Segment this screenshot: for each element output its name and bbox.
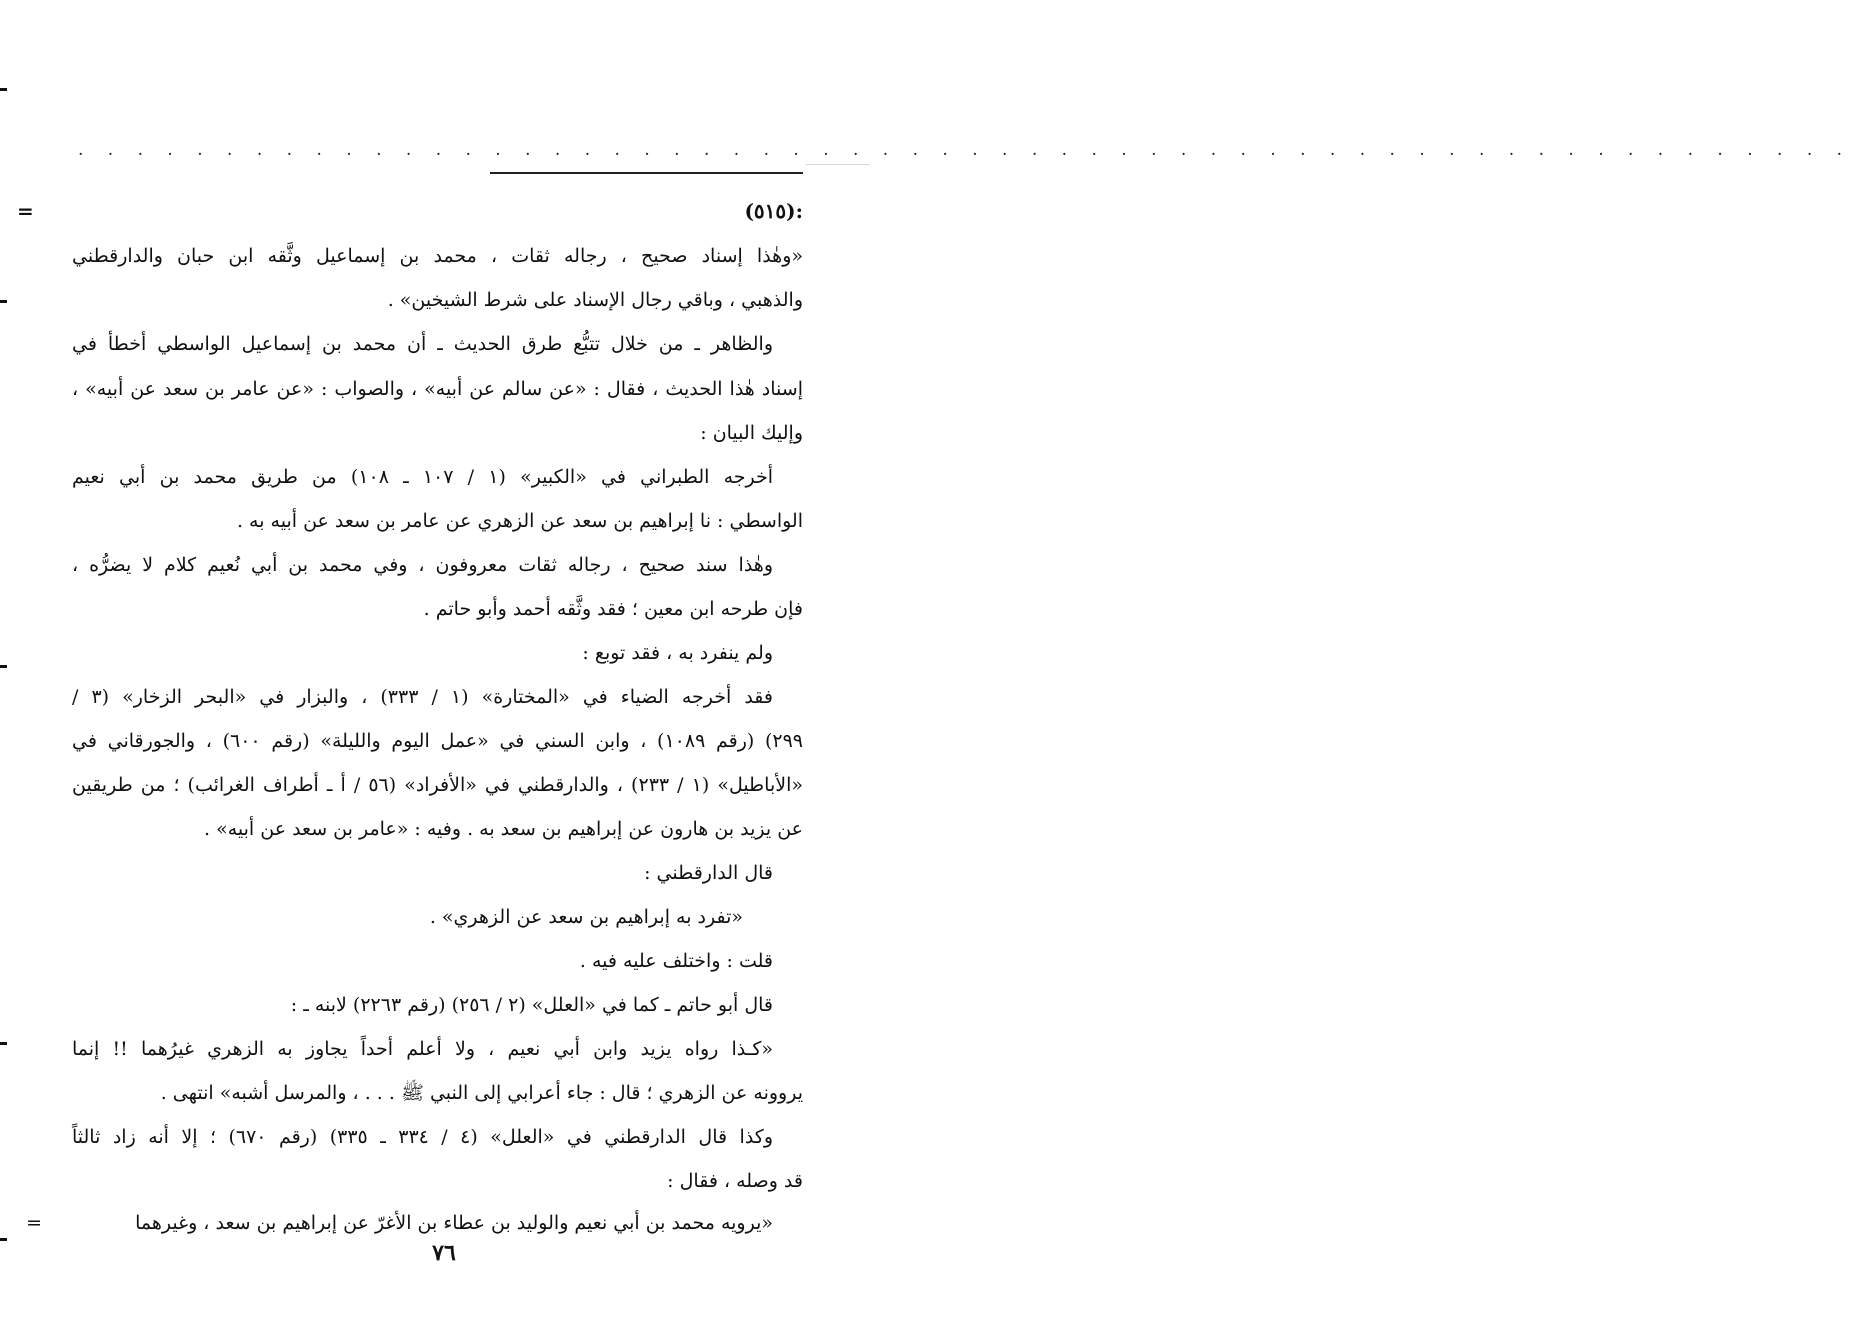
text-line: إسناد هٰذا الحديث ، فقال : «عن سالم عن أبيه» ، والصواب : «عن عامر بن سعد عن أبيه» ، (72, 378, 803, 400)
text-line: قال الدارقطني : (644, 862, 773, 884)
page-number: ٧٦ (432, 1240, 456, 1266)
text-line: أخرجه الطبراني في «الكبير» (١ / ١٠٧ ـ ١٠٨) من طريق محمد بن أبي نعيم (72, 466, 774, 488)
text-line: «تفرد به إبراهيم بن سعد عن الزهري» . (429, 906, 743, 928)
text-line: وهٰذا سند صحيح ، رجاله ثقات معروفون ، وفي محمد بن أبي نُعيم كلام لا يضرُّه ، (72, 554, 773, 576)
text-line: الواسطي : نا إبراهيم بن سعد عن الزهري عن عامر بن سعد عن أبيه به . (236, 510, 803, 532)
text-line: «الأباطيل» (١ / ٢٣٣) ، والدارقطني في «الأفراد» (٥٦ / أ ـ أطراف الغرائب) ؛ من طريقين (72, 774, 803, 796)
footnote-separator (490, 172, 803, 174)
scan-edge-mark (0, 300, 7, 303)
footnote-text (17, 192, 804, 1234)
note-number: :(٥١٥) (744, 199, 803, 223)
footer-continuation (22, 1204, 42, 1242)
text-line: قد وصله ، فقال : (667, 1170, 803, 1192)
text-line: والظاهر ـ من خلال تتبُّع طرق الحديث ـ أن محمد بن إسماعيل الواسطي أخطأ في (72, 333, 773, 355)
text-line: ٢٩٩) (رقم ١٠٨٩) ، وابن السني في «عمل اليوم والليلة» (رقم ٦٠٠) ، والجورقاني في (72, 730, 804, 752)
scan-edge-mark (0, 88, 7, 91)
faint-rule (806, 164, 870, 165)
text-line: قال أبو حاتم ـ كما في «العلل» (٢ / ٢٥٦) (رقم ٢٢٦٣) لابنه ـ : (290, 994, 773, 1016)
text-line: يروونه عن الزهري ؛ قال : جاء أعرابي إلى النبي ﷺ . . . ، والمرسل أشبه» انتهى . (160, 1082, 803, 1104)
text-line: «وهٰذا إسناد صحيح ، رجاله ثقات ، محمد بن إسماعيل وثَّقه ابن حبان والدارقطني (72, 245, 803, 267)
text-line: عن يزيد بن هارون عن إبراهيم بن سعد به . وفيه : «عامر بن سعد عن أبيه» . (204, 818, 803, 840)
text-line: وإليك البيان : (700, 422, 803, 444)
text-line: ولم ينفرد به ، فقد توبع : (582, 642, 773, 664)
continuation-mark: = (17, 199, 34, 223)
text-line: وكذا قال الدارقطني في «العلل» (٤ / ٣٣٤ ـ ٣٣٥) (رقم ٦٧٠) ؛ إلا أنه زاد ثالثاً (72, 1126, 774, 1148)
text-line: «يرويه محمد بن أبي نعيم والوليد بن عطاء بن الأغرّ عن إبراهيم بن سعد ، وغيرهما (135, 1212, 773, 1234)
text-line: والذهبي ، وباقي رجال الإسناد على شرط الشيخين» . (387, 289, 803, 311)
footnote-header (17, 192, 803, 230)
continuation-mark: = (26, 1212, 42, 1234)
scan-edge-mark (0, 1042, 7, 1045)
dotted-divider: . . . . . . . . . . . . . . . . . . . . . . . . . . . . . . . . . . . . . . . . . . . . . . . . . . . . . . . . . . . . (78, 140, 1852, 160)
text-line: فإن طرحه ابن معين ؛ فقد وثَّقه أحمد وأبو حاتم . (423, 598, 803, 620)
text-line: فقد أخرجه الضياء في «المختارة» (١ / ٣٣٣) ، والبزار في «البحر الزخار» (٣ / (72, 686, 773, 708)
text-line: «كـذا رواه يزيد وابن أبي نعيم ، ولا أعلم أحداً يجاوز به الزهري غيرُهما !! إنما (72, 1038, 773, 1060)
scan-edge-mark (0, 665, 7, 668)
text-line: قلت : واختلف عليه فيه . (579, 950, 773, 972)
